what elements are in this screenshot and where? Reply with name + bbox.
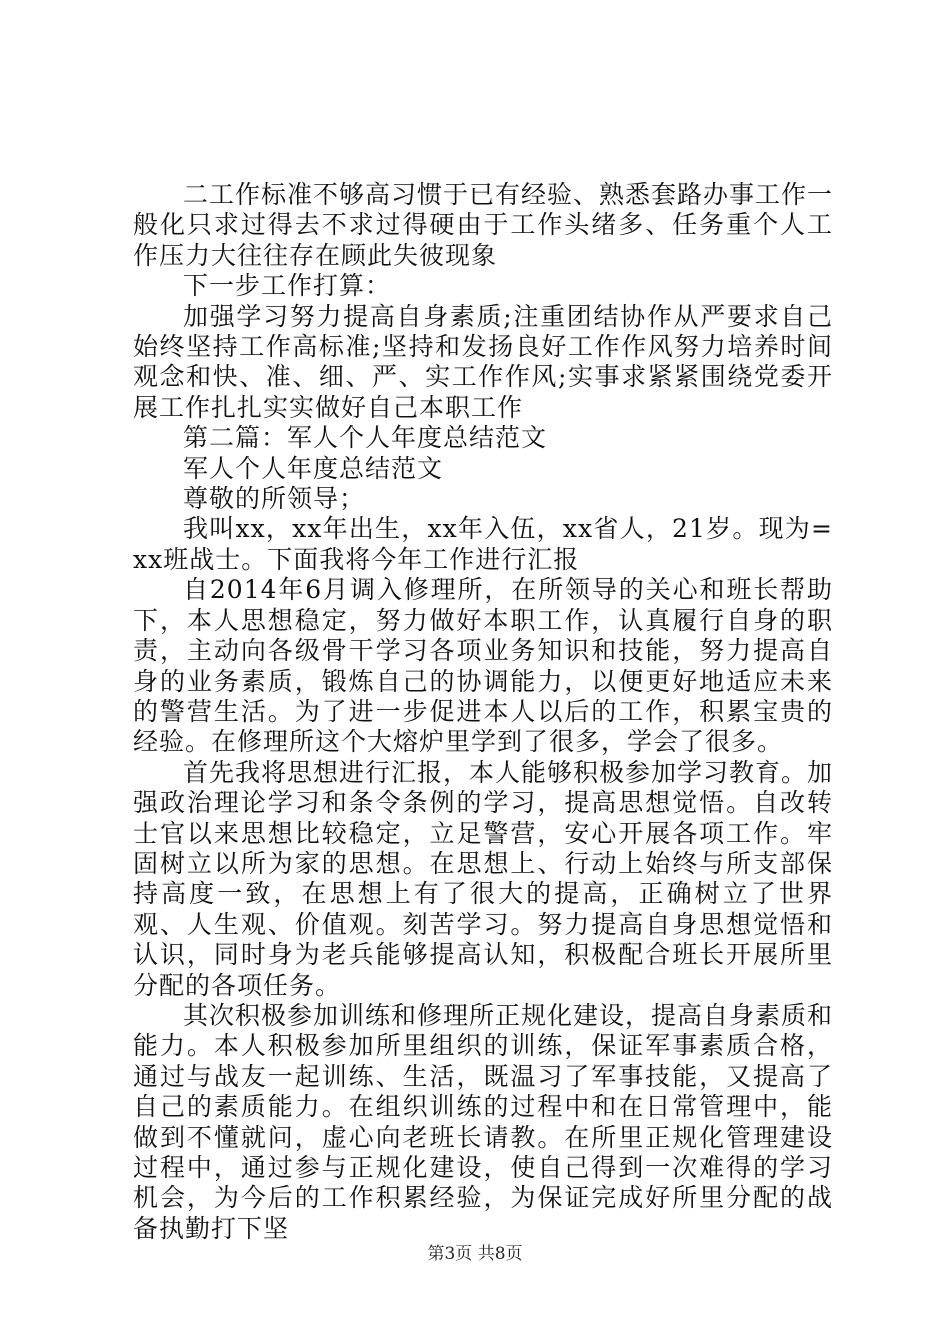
paragraph-self-introduction: 我叫xx，xx年出生，xx年入伍，xx省人，21岁。现为=xx班战士。下面我将今年工作进行汇报: [133, 514, 833, 574]
page-footer: [0, 1244, 950, 1264]
paragraph-work-standard: 二工作标准不够高习惯于已有经验、熟悉套路办事工作一般化只求过得去不求过得硬由于工作头绪多、任务重个人工作压力大往往存在顾此失彼现象: [133, 180, 834, 270]
salutation: 尊敬的所领导；: [183, 484, 366, 514]
page-number-label: 第3页 共8页: [427, 1244, 523, 1264]
article-title: 军人个人年度总结范文: [183, 453, 444, 483]
paragraph-training-report: 其次积极参加训练和修理所正规化建设，提高自身素质和能力。本人积极参加所里组织的训练，保证军事素质合格，通过与战友一起训练、生活，既温习了军事技能，又提高了自己的素质能力。在组织训练的过程中和在日常管理中，能做到不懂就问，虚心向老班长请教。在所里正规化管理建设过程中，通过参与正规化建设，使自己得到一次难得的学习机会，为今后的工作积累经验，为保证完成好所里分配的战备执勤打下坚: [133, 1000, 834, 1243]
paragraph-ideology-report: 首先我将思想进行汇报，本人能够积极参加学习教育。加强政治理论学习和条令条例的学习，提高思想觉悟。自改转士官以来思想比较稳定，立足警营，安心开展各项工作。牢固树立以所为家的思想。在思想上、行动上始终与所支部保持高度一致，在思想上有了很大的提高，正确树立了世界观、人生观、价值观。刻苦学习。努力提高自身思想觉悟和认识，同时身为老兵能够提高认知，积极配合班长开展所里分配的各项任务。: [133, 757, 834, 1000]
paragraph-transfer-summary: 自2014年6月调入修理所，在所领导的关心和班长帮助下，本人思想稳定，努力做好本职工作，认真履行自身的职责，主动向各级骨干学习各项业务知识和技能，努力提高自身的业务素质，锻炼自己的协调能力，以便更好地适应未来的警营生活。为了进一步促进本人以后的工作，积累宝贵的经验。在修理所这个大熔炉里学到了很多，学会了很多。: [133, 575, 833, 757]
paragraph-next-plan-heading: 下一步工作打算：: [183, 271, 392, 301]
section-heading-second-article: 第二篇：军人个人年度总结范文: [183, 423, 548, 453]
document-body: [133, 180, 833, 1244]
paragraph-next-plan-content: 加强学习努力提高自身素质;注重团结协作从严要求自己始终坚持工作高标准;坚持和发扬良好工作作风努力培养时间观念和快、准、细、严、实工作作风;实事求紧紧围绕党委开展工作扎扎实实做好自己本职工作: [133, 301, 833, 422]
